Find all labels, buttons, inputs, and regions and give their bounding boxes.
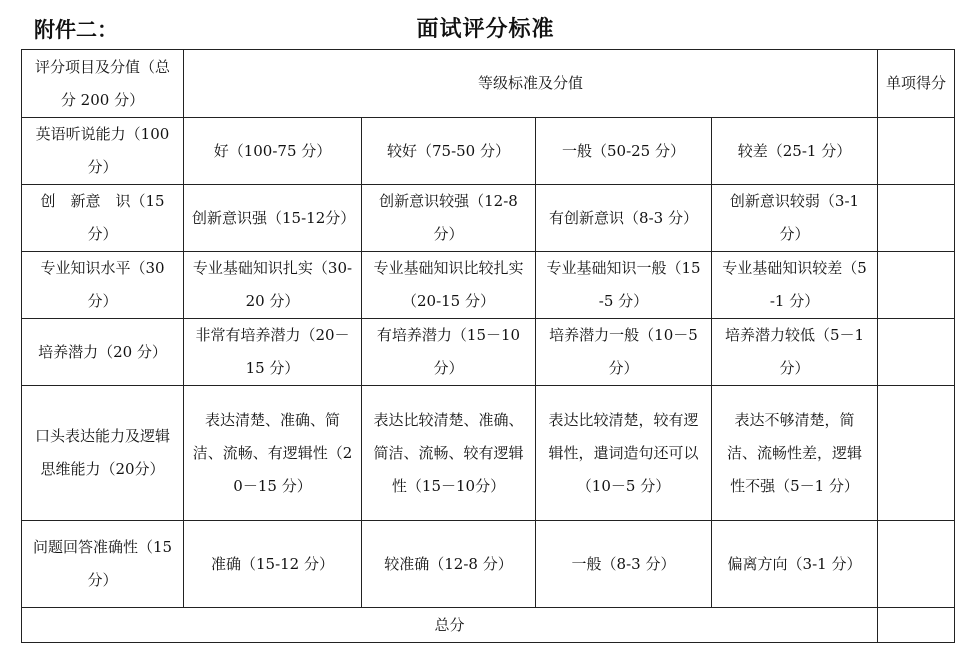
item-cell: 培养潜力（20 分）: [22, 319, 184, 386]
score-column-header: 单项得分: [878, 50, 955, 118]
grade-cell: 专业基础知识扎实（30-20 分）: [184, 252, 362, 319]
score-cell[interactable]: [878, 319, 955, 386]
grade-cell: 专业基础知识一般（15-5 分）: [536, 252, 712, 319]
grade-cell: 创新意识强（15-12分）: [184, 185, 362, 252]
score-cell[interactable]: [878, 521, 955, 608]
item-column-header: 评分项目及分值（总分 200 分）: [22, 50, 184, 118]
grade-cell: 创新意识较弱（3-1分）: [712, 185, 878, 252]
grade-cell: 好（100-75 分）: [184, 118, 362, 185]
grade-cell: 较准确（12-8 分）: [362, 521, 536, 608]
grade-cell: 较好（75-50 分）: [362, 118, 536, 185]
grade-column-header: 等级标准及分值: [184, 50, 878, 118]
item-cell: 问题回答准确性（15 分）: [22, 521, 184, 608]
table-row: [22, 386, 955, 521]
item-cell: 专业知识水平（30分）: [22, 252, 184, 319]
scoring-table: [21, 49, 955, 643]
page-title: 面试评分标准: [416, 17, 555, 42]
table-row: [22, 252, 955, 319]
grade-cell: 专业基础知识较差（5-1 分）: [712, 252, 878, 319]
item-cell: 英语听说能力（100分）: [22, 118, 184, 185]
grade-cell: 创新意识较强（12-8分）: [362, 185, 536, 252]
grade-cell: 偏离方向（3-1 分）: [712, 521, 878, 608]
total-row: [22, 608, 955, 643]
score-cell[interactable]: [878, 185, 955, 252]
grade-cell: 表达比较清楚，较有逻辑性，遣词造句还可以（10－5 分）: [536, 386, 712, 521]
table-row: [22, 118, 955, 185]
grade-cell: 非常有培养潜力（20－15 分）: [184, 319, 362, 386]
grade-cell: 一般（50-25 分）: [536, 118, 712, 185]
grade-cell: 培养潜力一般（10－5 分）: [536, 319, 712, 386]
grade-cell: 表达清楚、准确、简洁、流畅、有逻辑性（20－15 分）: [184, 386, 362, 521]
item-cell: 创 新意 识（15分）: [22, 185, 184, 252]
score-cell[interactable]: [878, 252, 955, 319]
item-cell: 口头表达能力及逻辑思维能力（20分）: [22, 386, 184, 521]
grade-cell: 较差（25-1 分）: [712, 118, 878, 185]
grade-cell: 一般（8-3 分）: [536, 521, 712, 608]
total-label: 总分: [22, 608, 878, 643]
total-score-cell[interactable]: [878, 608, 955, 643]
table-row: [22, 319, 955, 386]
grade-cell: 培养潜力较低（5－1 分）: [712, 319, 878, 386]
score-cell[interactable]: [878, 386, 955, 521]
grade-cell: 有创新意识（8-3 分）: [536, 185, 712, 252]
grade-cell: 准确（15-12 分）: [184, 521, 362, 608]
table-row: [22, 185, 955, 252]
grade-cell: 表达不够清楚，简洁、流畅性差，逻辑性不强（5－1 分）: [712, 386, 878, 521]
attachment-label: 附件二：: [34, 18, 118, 42]
table-header-row: [22, 50, 955, 118]
grade-cell: 表达比较清楚、准确、简洁、流畅、较有逻辑性（15－10分）: [362, 386, 536, 521]
grade-cell: 专业基础知识比较扎实（20-15 分）: [362, 252, 536, 319]
score-cell[interactable]: [878, 118, 955, 185]
grade-cell: 有培养潜力（15－10分）: [362, 319, 536, 386]
table-row: [22, 521, 955, 608]
